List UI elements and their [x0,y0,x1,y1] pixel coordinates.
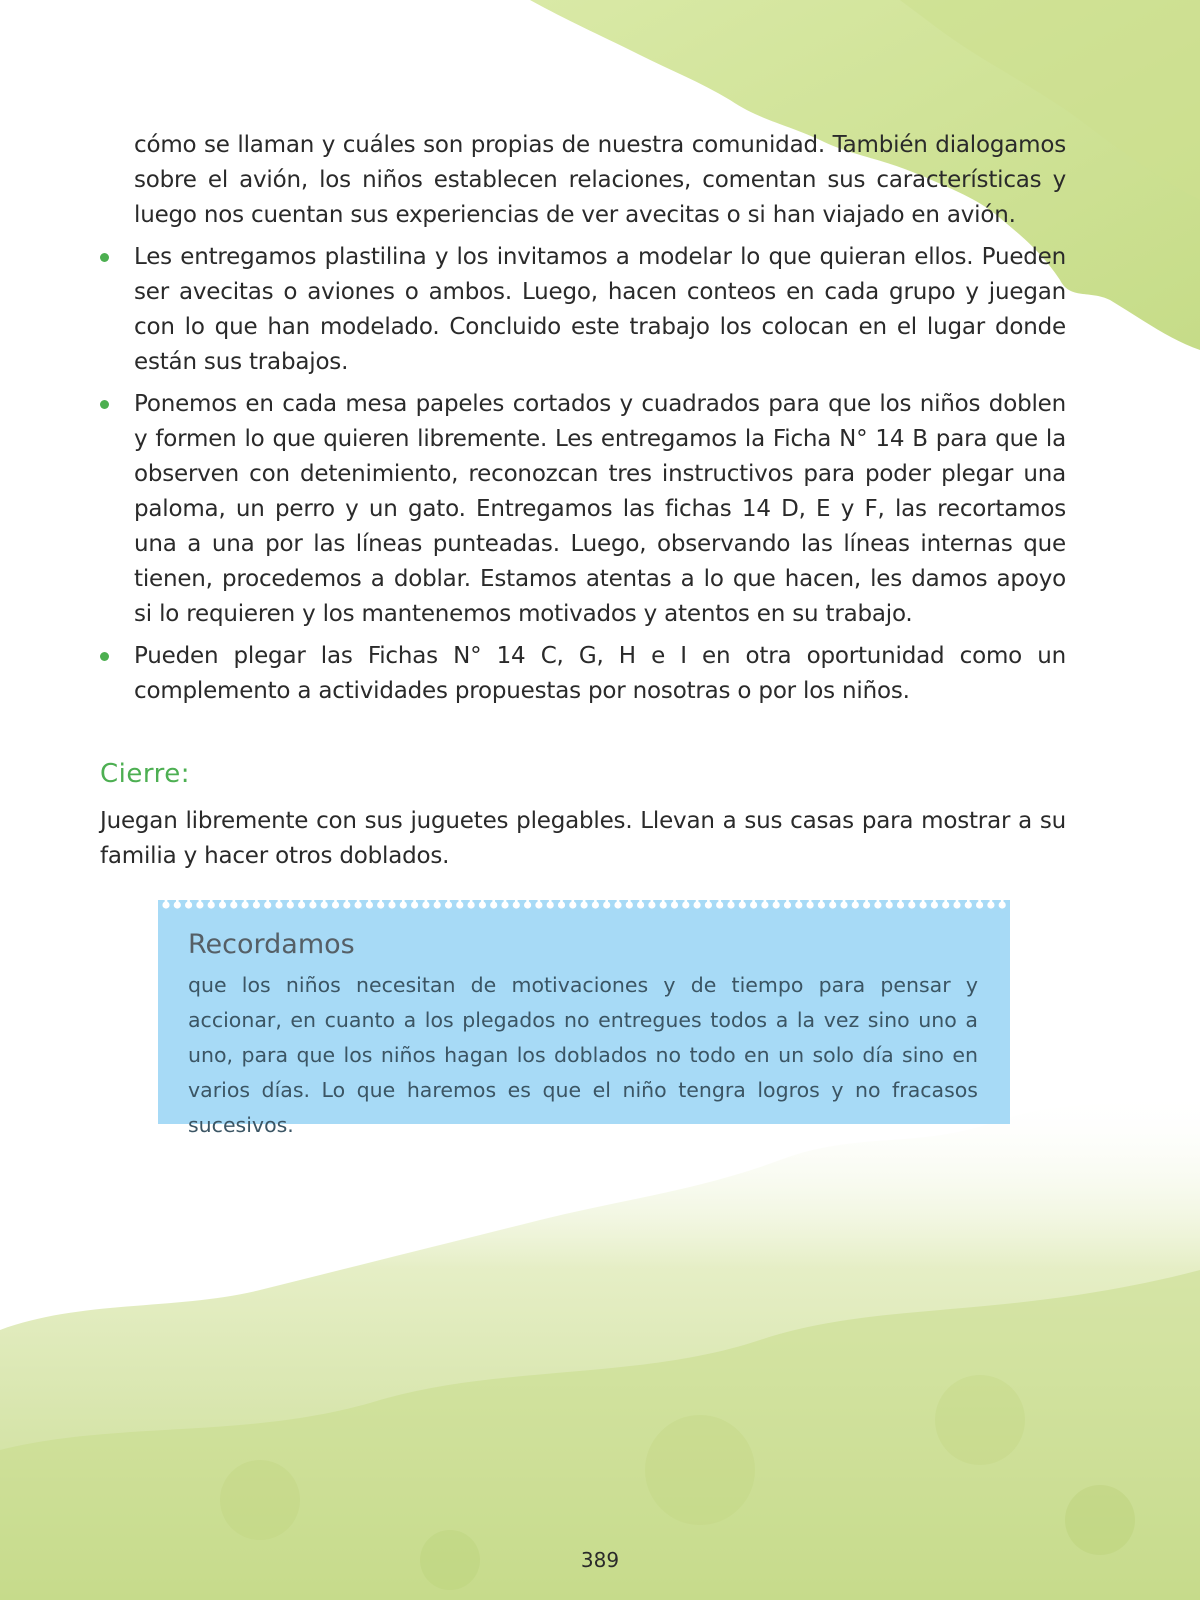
bullet-icon [100,652,109,661]
bullet-icon [100,400,109,409]
intro-paragraph: cómo se llaman y cuáles son propias de nuestra comunidad. También dialogamos sobre el avión, los niños establecen relaciones, comentan sus características y luego nos cuentan sus experiencias de ver avecitas o si han viajado en avión. [134,132,1066,228]
note-title: Recordamos [188,929,355,960]
cierre-paragraph: Juegan libremente con sus juguetes plegables. Llevan a sus casas para mostrar a su familia y hacer otros doblados. [100,808,1066,869]
list-item-text: Les entregamos plastilina y los invitamos a modelar lo que quieran ellos. Pueden ser avecitas o aviones o ambos. Luego, hacen conteos en cada grupo y juegan con lo que han modelado. Concluido este trabajo los colocan en el lugar donde están sus trabajos. [134,244,1066,375]
recordamos-note [158,900,1010,1137]
bullet-icon [100,253,109,262]
list-item [134,240,1066,380]
list-item [134,387,1066,632]
page-number: 389 [580,1548,620,1572]
cierre-heading: Cierre: [100,759,190,789]
list-item-text: Ponemos en cada mesa papeles cortados y cuadrados para que los niños doblen y formen lo que quieren libremente. Les entregamos la Ficha N° 14 B para que la observen con detenimiento, reconozcan tres instructivos para poder plegar una paloma, un perro y un gato. Entregamos las fichas 14 D, E y F, las recortamos una a una por las líneas punteadas. Luego, observando las líneas internas que tienen, procedemos a doblar. Estamos atentas a lo que hacen, les damos apoyo si lo requieren y los mantenemos motivados y atentos en su trabajo. [134,391,1066,627]
notebook-holes-decoration [158,900,1010,916]
list-item-text: Pueden plegar las Fichas N° 14 C, G, H e I en otra oportunidad como un complemento a actividades propuestas por nosotras o por los niños. [134,643,1066,704]
list-item [134,639,1066,709]
note-text: que los niños necesitan de motivaciones y de tiempo para pensar y accionar, en cuanto a los plegados no entregues todos a la vez sino uno a uno, para que los niños hagan los doblados no todo en un solo día sino en varios días. Lo que haremos es que el niño tengra logros y no fracasos sucesivos. [188,973,978,1137]
activity-list [0,240,1200,716]
